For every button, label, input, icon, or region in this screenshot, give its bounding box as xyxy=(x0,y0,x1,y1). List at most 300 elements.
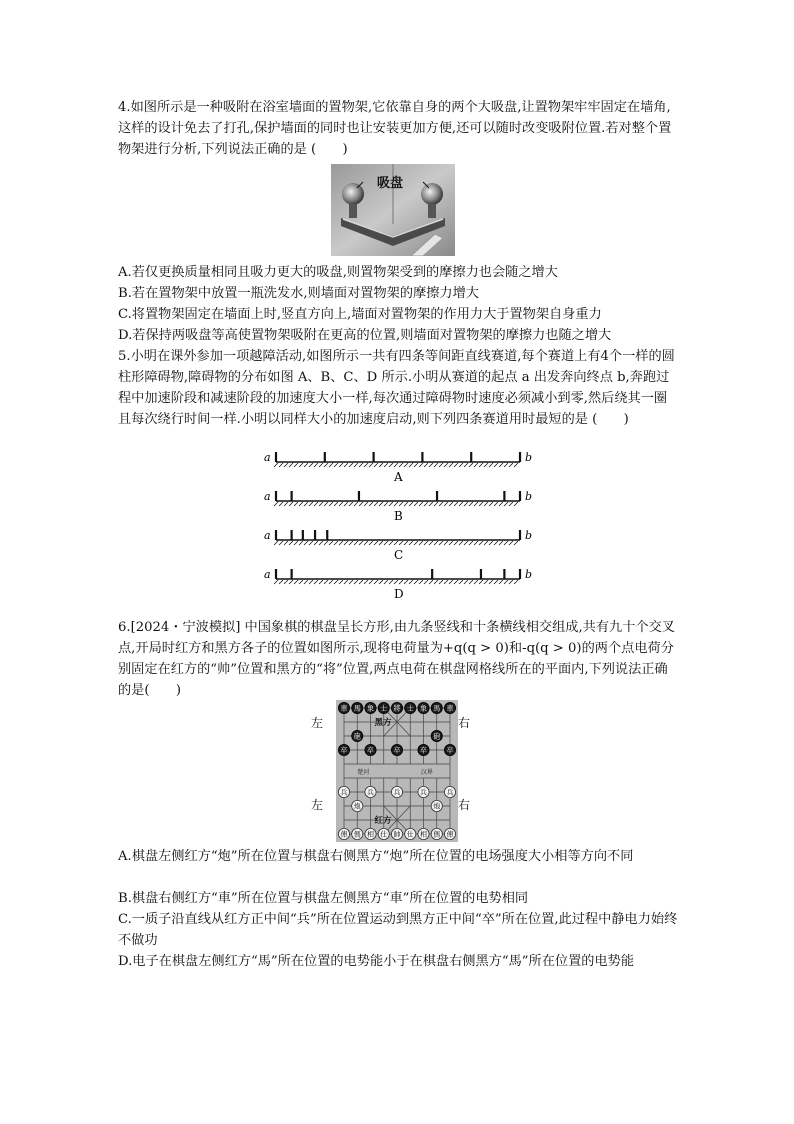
track-name: D xyxy=(394,587,404,601)
ground-hatch xyxy=(319,580,323,584)
black-piece xyxy=(418,744,429,755)
red-piece xyxy=(444,786,455,797)
ground-hatch xyxy=(409,502,413,506)
question-4-stem: 4.如图所示是一种吸附在浴室墙面的置物架,它依靠自身的两个大吸盘,让置物架牢牢固定在墙角,这样的设计免去了打孔,保护墙面的同时也让安装更加方便,还可以随时改变吸附位置.若对整个置物架进行分析,下列说法正确的是 ( ) xyxy=(118,100,672,157)
ground-hatch xyxy=(479,541,483,545)
ground-hatch xyxy=(444,541,448,545)
end-label: b xyxy=(525,568,533,581)
ground-hatch xyxy=(369,502,373,506)
ground-hatch xyxy=(279,541,283,545)
ground-hatch xyxy=(494,580,498,584)
ground-hatch xyxy=(344,580,348,584)
ground-hatch xyxy=(464,463,468,467)
end-label: b xyxy=(525,490,533,503)
ground-hatch xyxy=(349,580,353,584)
ground-hatch xyxy=(319,463,323,467)
ground-hatch xyxy=(334,580,338,584)
ground-hatch xyxy=(439,541,443,545)
ground-hatch xyxy=(514,541,518,545)
ground-hatch xyxy=(489,463,493,467)
red-side-label: 红方 xyxy=(374,816,392,826)
ground-hatch xyxy=(504,463,508,467)
ground-hatch xyxy=(299,580,303,584)
ground-hatch xyxy=(509,580,513,584)
question-5-stem: 5.小明在课外参加一项越障活动,如图所示一共有四条等间距直线赛道,每个赛道上有4个一样的圆柱形障碍物,障碍物的分布如图 A、B、C、D 所示.小明从赛道的起点 a 出发奔向终点 b,奔跑过程中加速阶段和减速阶段的加速度大小一样,每次通过障碍物时速度必须减小到零,然后绕其一圈且每次绕行时间一样.小明以同样大小的加速度启动,则下列四条赛道用时最短的是 ( ) xyxy=(118,349,675,427)
ground-hatch xyxy=(279,580,283,584)
black-piece xyxy=(378,702,389,713)
question-4-option-c: C.将置物架固定在墙面上时,竖直方向上,墙面对置物架的作用力大于置物架自身重力 xyxy=(118,307,602,322)
suction-cup-label: 吸盘 xyxy=(377,176,404,191)
ground-hatch xyxy=(374,580,378,584)
ground-hatch xyxy=(419,502,423,506)
ground-hatch xyxy=(439,580,443,584)
black-side-label: 黑方 xyxy=(374,718,392,728)
ground-hatch xyxy=(424,502,428,506)
piece-char: 兵 xyxy=(393,788,401,797)
piece-char: 兵 xyxy=(340,788,348,797)
ground-hatch xyxy=(329,502,333,506)
ground-hatch xyxy=(469,502,473,506)
ground-hatch xyxy=(414,502,418,506)
ground-hatch xyxy=(314,541,318,545)
tracks-diagram xyxy=(258,446,538,614)
piece-char: 馬 xyxy=(433,704,441,713)
ground-hatch xyxy=(284,541,288,545)
black-piece xyxy=(365,702,376,713)
ground-hatch xyxy=(494,502,498,506)
ground-hatch xyxy=(324,541,328,545)
ground-hatch xyxy=(434,580,438,584)
ground-hatch xyxy=(414,580,418,584)
ground-hatch xyxy=(324,502,328,506)
start-label: a xyxy=(264,529,271,542)
ground-hatch xyxy=(504,580,508,584)
piece-char: 炮 xyxy=(433,802,441,811)
piece-char: 帥 xyxy=(393,830,401,839)
red-piece xyxy=(352,800,363,811)
ground-hatch xyxy=(404,541,408,545)
ground-hatch xyxy=(344,502,348,506)
ground-hatch xyxy=(464,580,468,584)
piece-char: 兵 xyxy=(420,788,427,797)
ground-hatch xyxy=(499,463,503,467)
ground-hatch xyxy=(329,463,333,467)
ground-hatch xyxy=(509,463,513,467)
ground-hatch xyxy=(294,463,298,467)
ground-hatch xyxy=(414,463,418,467)
ground-hatch xyxy=(354,463,358,467)
ground-hatch xyxy=(424,580,428,584)
ground-hatch xyxy=(309,502,313,506)
piece-char: 象 xyxy=(367,704,374,713)
end-label: b xyxy=(525,529,533,542)
black-piece xyxy=(365,744,376,755)
ground-hatch xyxy=(454,502,458,506)
ground-hatch xyxy=(359,580,363,584)
ground-hatch xyxy=(359,541,363,545)
ground-hatch xyxy=(384,463,388,467)
question-6-option-d: D.电子在棋盘左侧红方“馬”所在位置的电势能小于在棋盘右侧黑方“馬”所在位置的电势能 xyxy=(118,954,635,969)
piece-char: 象 xyxy=(420,704,427,713)
ground-hatch xyxy=(294,541,298,545)
piece-char: 砲 xyxy=(353,732,361,741)
black-piece xyxy=(431,702,442,713)
piece-char: 仕 xyxy=(406,830,414,839)
ground-hatch xyxy=(334,541,338,545)
ground-hatch xyxy=(494,463,498,467)
piece-char: 俥 xyxy=(446,830,454,839)
piece-char: 車 xyxy=(340,704,348,713)
ground-hatch xyxy=(284,580,288,584)
ground-hatch xyxy=(304,502,308,506)
black-piece xyxy=(338,744,349,755)
ground-hatch xyxy=(409,580,413,584)
board-left-label-top: 左 xyxy=(311,716,324,730)
ground-hatch xyxy=(374,541,378,545)
ground-hatch xyxy=(449,502,453,506)
ground-hatch xyxy=(419,463,423,467)
ground-hatch xyxy=(329,580,333,584)
ground-hatch xyxy=(314,502,318,506)
black-piece xyxy=(391,744,402,755)
ground-hatch xyxy=(489,502,493,506)
ground-hatch xyxy=(274,502,278,506)
ground-hatch xyxy=(454,463,458,467)
black-piece xyxy=(391,702,402,713)
ground-hatch xyxy=(469,541,473,545)
ground-hatch xyxy=(384,580,388,584)
ground-hatch xyxy=(504,541,508,545)
ground-hatch xyxy=(354,580,358,584)
ground-hatch xyxy=(369,541,373,545)
ground-hatch xyxy=(514,580,518,584)
question-6-option-c: C.一质子沿直线从红方正中间“兵”所在位置运动到黑方正中间“卒”所在位置,此过程中静电力始终不做功 xyxy=(118,912,678,948)
ground-hatch xyxy=(424,463,428,467)
ground-hatch xyxy=(319,541,323,545)
piece-char: 炮 xyxy=(353,802,361,811)
ground-hatch xyxy=(409,463,413,467)
ground-hatch xyxy=(299,502,303,506)
black-piece xyxy=(444,744,455,755)
ground-hatch xyxy=(389,463,393,467)
ground-hatch xyxy=(479,580,483,584)
piece-char: 相 xyxy=(367,830,374,839)
piece-char: 士 xyxy=(406,704,414,713)
ground-hatch xyxy=(359,502,363,506)
ground-hatch xyxy=(379,541,383,545)
ground-hatch xyxy=(299,541,303,545)
piece-char: 傌 xyxy=(353,830,361,839)
ground-hatch xyxy=(284,463,288,467)
ground-hatch xyxy=(399,580,403,584)
ground-hatch xyxy=(394,463,398,467)
track-D xyxy=(264,568,532,601)
ground-hatch xyxy=(394,502,398,506)
ground-hatch xyxy=(509,502,513,506)
ground-hatch xyxy=(344,463,348,467)
ground-hatch xyxy=(489,580,493,584)
ground-hatch xyxy=(434,502,438,506)
ground-hatch xyxy=(449,541,453,545)
ground-hatch xyxy=(469,580,473,584)
ground-hatch xyxy=(459,463,463,467)
ground-hatch xyxy=(339,463,343,467)
ground-hatch xyxy=(294,502,298,506)
ground-hatch xyxy=(499,541,503,545)
ground-hatch xyxy=(289,580,293,584)
red-piece xyxy=(405,828,416,839)
ground-hatch xyxy=(434,463,438,467)
chessboard-diagram xyxy=(336,700,458,842)
ground-hatch xyxy=(364,463,368,467)
ground-hatch xyxy=(464,541,468,545)
ground-hatch xyxy=(334,502,338,506)
track-name: B xyxy=(394,509,403,523)
board-right-label-bottom: 右 xyxy=(458,798,471,812)
red-piece xyxy=(391,786,402,797)
ground-hatch xyxy=(369,463,373,467)
ground-hatch xyxy=(494,541,498,545)
end-label: b xyxy=(525,451,533,464)
ground-hatch xyxy=(474,580,478,584)
start-label: a xyxy=(264,451,271,464)
ground-hatch xyxy=(399,541,403,545)
ground-hatch xyxy=(309,463,313,467)
ground-hatch xyxy=(324,463,328,467)
piece-char: 車 xyxy=(446,704,454,713)
question-4-option-b: B.若在置物架中放置一瓶洗发水,则墙面对置物架的摩擦力增大 xyxy=(118,286,479,301)
ground-hatch xyxy=(374,502,378,506)
ground-hatch xyxy=(339,502,343,506)
red-piece xyxy=(365,786,376,797)
ground-hatch xyxy=(354,541,358,545)
river-left-text: 楚河 xyxy=(357,769,370,776)
ground-hatch xyxy=(309,541,313,545)
red-piece xyxy=(378,828,389,839)
ground-hatch xyxy=(289,502,293,506)
ground-hatch xyxy=(379,463,383,467)
piece-char: 傌 xyxy=(433,830,441,839)
ground-hatch xyxy=(309,580,313,584)
ground-hatch xyxy=(319,502,323,506)
piece-char: 將 xyxy=(393,704,401,713)
question-4-option-d: D.若保持两吸盘等高使置物架吸附在更高的位置,则墙面对置物架的摩擦力也随之增大 xyxy=(118,328,612,343)
ground-hatch xyxy=(444,580,448,584)
ground-hatch xyxy=(394,541,398,545)
red-piece xyxy=(444,828,455,839)
board-left-label-bottom: 左 xyxy=(311,798,324,812)
chessboard-figure xyxy=(308,700,488,842)
red-piece xyxy=(391,828,402,839)
ground-hatch xyxy=(509,541,513,545)
piece-char: 砲 xyxy=(433,732,441,741)
ground-hatch xyxy=(394,580,398,584)
black-piece xyxy=(405,702,416,713)
piece-char: 卒 xyxy=(393,746,401,755)
ground-hatch xyxy=(329,541,333,545)
river-right-text: 汉界 xyxy=(420,769,433,776)
piece-char: 卒 xyxy=(367,746,374,755)
ground-hatch xyxy=(469,463,473,467)
ground-hatch xyxy=(274,541,278,545)
ground-hatch xyxy=(479,463,483,467)
ground-hatch xyxy=(339,580,343,584)
piece-char: 馬 xyxy=(353,704,361,713)
ground-hatch xyxy=(354,502,358,506)
ground-hatch xyxy=(374,463,378,467)
red-piece xyxy=(338,828,349,839)
ground-hatch xyxy=(414,541,418,545)
ground-hatch xyxy=(339,541,343,545)
piece-char: 仕 xyxy=(380,830,388,839)
black-piece xyxy=(338,702,349,713)
black-piece xyxy=(352,702,363,713)
ground-hatch xyxy=(349,463,353,467)
board-right-label-top: 右 xyxy=(458,716,471,730)
ground-hatch xyxy=(314,580,318,584)
ground-hatch xyxy=(389,502,393,506)
ground-hatch xyxy=(429,541,433,545)
ground-hatch xyxy=(299,463,303,467)
shelf-photo xyxy=(331,164,455,256)
black-piece xyxy=(431,730,442,741)
ground-hatch xyxy=(289,463,293,467)
track-C xyxy=(264,529,532,562)
ground-hatch xyxy=(364,502,368,506)
red-piece xyxy=(418,828,429,839)
black-piece xyxy=(418,702,429,713)
ground-hatch xyxy=(399,463,403,467)
ground-hatch xyxy=(479,502,483,506)
question-6-option-b: B.棋盘右侧红方“車”所在位置与棋盘左侧黑方“車”所在位置的电势相同 xyxy=(118,891,529,906)
tracks-figure xyxy=(258,446,538,614)
ground-hatch xyxy=(454,541,458,545)
ground-hatch xyxy=(314,463,318,467)
ground-hatch xyxy=(514,502,518,506)
piece-char: 卒 xyxy=(340,746,348,755)
piece-char: 卒 xyxy=(446,746,454,755)
ground-hatch xyxy=(389,580,393,584)
ground-hatch xyxy=(504,502,508,506)
ground-hatch xyxy=(459,580,463,584)
ground-hatch xyxy=(379,580,383,584)
ground-hatch xyxy=(384,541,388,545)
question-6-option-a: A.棋盘左侧红方“炮”所在位置与棋盘右侧黑方“炮”所在位置的电场强度大小相等方向不同 xyxy=(118,849,634,864)
black-piece xyxy=(352,730,363,741)
ground-hatch xyxy=(489,541,493,545)
ground-hatch xyxy=(444,463,448,467)
question-6-stem: 6.[2024・宁波模拟] 中国象棋的棋盘呈长方形,由九条竖线和十条横线相交组成,共有九十个交叉点,开局时红方和黑方各子的位置如图所示,现将电荷量为+q(q > 0)和-q(q > 0)的两个点电荷分别固定在红方的“帅”位置和黑方的“将”位置,两点电荷在棋盘网格线所在的平面内,下列说法正确的是( ) xyxy=(118,620,675,698)
ground-hatch xyxy=(289,541,293,545)
ground-hatch xyxy=(404,502,408,506)
track-name: C xyxy=(394,548,404,562)
ground-hatch xyxy=(484,541,488,545)
start-label: a xyxy=(264,490,271,503)
ground-hatch xyxy=(274,580,278,584)
piece-char: 俥 xyxy=(340,830,348,839)
ground-hatch xyxy=(364,541,368,545)
ground-hatch xyxy=(444,502,448,506)
ground-hatch xyxy=(359,463,363,467)
ground-hatch xyxy=(484,463,488,467)
ground-hatch xyxy=(449,463,453,467)
piece-char: 兵 xyxy=(446,788,454,797)
track-A xyxy=(264,451,532,484)
red-piece xyxy=(431,828,442,839)
ground-hatch xyxy=(349,541,353,545)
ground-hatch xyxy=(429,502,433,506)
piece-char: 士 xyxy=(380,704,388,713)
ground-hatch xyxy=(334,463,338,467)
ground-hatch xyxy=(404,580,408,584)
red-piece xyxy=(431,800,442,811)
ground-hatch xyxy=(464,502,468,506)
ground-hatch xyxy=(429,580,433,584)
ground-hatch xyxy=(419,541,423,545)
ground-hatch xyxy=(454,580,458,584)
track-B xyxy=(264,490,532,523)
ground-hatch xyxy=(499,502,503,506)
ground-hatch xyxy=(474,541,478,545)
ground-hatch xyxy=(369,580,373,584)
ground-hatch xyxy=(439,502,443,506)
ground-hatch xyxy=(459,541,463,545)
piece-char: 相 xyxy=(420,830,427,839)
black-piece xyxy=(444,702,455,713)
question-4-option-a: A.若仅更换质量相同且吸力更大的吸盘,则置物架受到的摩擦力也会随之增大 xyxy=(118,265,558,280)
ground-hatch xyxy=(449,580,453,584)
ground-hatch xyxy=(344,541,348,545)
ground-hatch xyxy=(324,580,328,584)
ground-hatch xyxy=(389,541,393,545)
ground-hatch xyxy=(279,502,283,506)
ground-hatch xyxy=(484,502,488,506)
ground-hatch xyxy=(364,580,368,584)
ground-hatch xyxy=(304,541,308,545)
ground-hatch xyxy=(419,580,423,584)
track-name: A xyxy=(394,470,403,484)
piece-char: 卒 xyxy=(420,746,427,755)
ground-hatch xyxy=(459,502,463,506)
ground-hatch xyxy=(499,580,503,584)
ground-hatch xyxy=(304,580,308,584)
red-piece xyxy=(352,828,363,839)
ground-hatch xyxy=(434,541,438,545)
red-piece xyxy=(418,786,429,797)
red-piece xyxy=(365,828,376,839)
ground-hatch xyxy=(474,502,478,506)
ground-hatch xyxy=(304,463,308,467)
ground-hatch xyxy=(474,463,478,467)
ground-hatch xyxy=(399,502,403,506)
ground-hatch xyxy=(274,463,278,467)
ground-hatch xyxy=(279,463,283,467)
start-label: a xyxy=(264,568,271,581)
ground-hatch xyxy=(514,463,518,467)
ground-hatch xyxy=(349,502,353,506)
ground-hatch xyxy=(484,580,488,584)
ground-hatch xyxy=(404,463,408,467)
ground-hatch xyxy=(429,463,433,467)
ground-hatch xyxy=(284,502,288,506)
piece-char: 兵 xyxy=(367,788,374,797)
ground-hatch xyxy=(409,541,413,545)
ground-hatch xyxy=(379,502,383,506)
ground-hatch xyxy=(294,580,298,584)
ground-hatch xyxy=(384,502,388,506)
red-piece xyxy=(338,786,349,797)
ground-hatch xyxy=(424,541,428,545)
